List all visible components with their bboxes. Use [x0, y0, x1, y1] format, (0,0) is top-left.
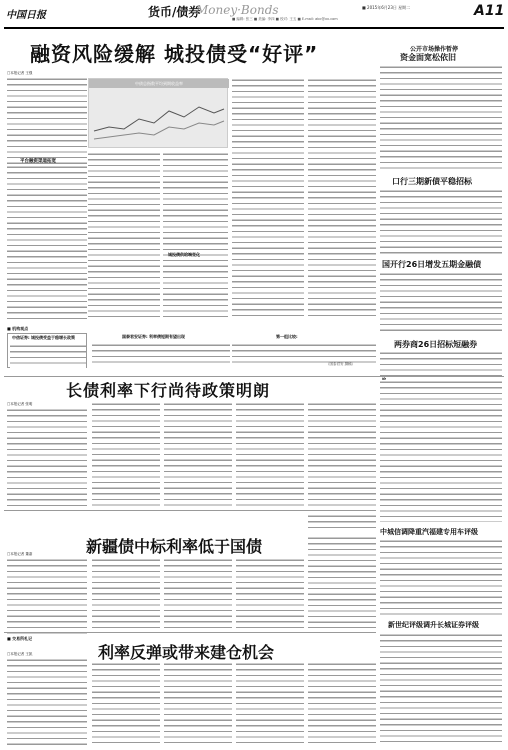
- masthead-rule: [4, 27, 504, 29]
- lead-headline: 融资风险缓解 城投债受“好评”: [30, 42, 319, 66]
- yield-chart: [88, 78, 228, 148]
- bottom-text-3: [164, 558, 232, 628]
- date-line: ■ 2015年6月23日 星期二: [362, 5, 411, 10]
- mid-separator: [4, 510, 376, 511]
- quote-box-1-title: 中信证券: 城投债受益于稳增长政策: [12, 335, 75, 340]
- masthead: [0, 0, 508, 30]
- quote-box-1-text: [10, 344, 86, 368]
- bottom-text-7: [92, 662, 160, 745]
- right-mid-item-1-text: [380, 539, 502, 617]
- lead-separator: [4, 376, 504, 377]
- right-mid-item-2-title: 新世纪评级调升长城证券评级: [388, 621, 479, 629]
- chart-title: 中债总指数平均到期收益率: [89, 79, 229, 88]
- page-number: A11: [474, 3, 505, 19]
- editor-line: ■ 编辑: 张三 ■ 美编: 李四 ■ 校对: 王五 ■ E-mail: abc@xx.com: [232, 17, 338, 21]
- mid-headline: 长债利率下行尚待政策明朗: [66, 381, 271, 400]
- quote-box-2-title: 国泰君安证券: 利率债短期有望出现: [122, 334, 185, 339]
- right-item-3-text: [380, 351, 502, 376]
- right-item-3-title: 两券商26日招标短融券: [394, 340, 478, 349]
- mid-text-4: [236, 402, 304, 508]
- bottom-text-8: [164, 662, 232, 745]
- bottom-text-4: [236, 558, 304, 628]
- lead-col-4-text: [232, 78, 304, 320]
- right-mid-item-1-title: 中城信调降重汽福建专用车评级: [380, 528, 478, 536]
- quote-box-2: [92, 333, 230, 368]
- exchange-tag: ■ 交易所札记: [7, 636, 33, 641]
- section-title: 货币/债券: [148, 5, 201, 19]
- paper-logo: 中国日报: [6, 10, 46, 21]
- bottom-text-5: [308, 536, 376, 628]
- right-top-title-2: 资金面宽松依旧: [400, 53, 456, 62]
- bottom-separator: [4, 632, 376, 633]
- section-english: Money·Bonds: [196, 3, 279, 17]
- lead-byline: □本报记者 王强: [7, 71, 33, 75]
- bottom-text-1: [7, 558, 87, 638]
- quote-box-2-text: [92, 343, 230, 367]
- lead-col-5-text: [308, 78, 376, 320]
- right-item-2-text: [380, 272, 502, 334]
- bottom-text-6: [7, 658, 87, 745]
- mid-text-3: [164, 402, 232, 508]
- lead-col-3-text: [163, 152, 228, 320]
- box-subhead-2: 第一组比较:: [276, 334, 298, 339]
- bottom-byline-2: □本报记者 王凯: [7, 652, 33, 656]
- chart-plot: [89, 89, 229, 149]
- right-top-text: [380, 65, 502, 170]
- mid-text-2: [92, 402, 160, 508]
- lead-subhead-1: 平台融资渠道拓宽: [20, 159, 56, 164]
- mid-text-5: [308, 402, 376, 532]
- mid-text-1: [7, 408, 87, 508]
- bottom-headline-2: 利率反弹或带来建仓机会: [98, 643, 275, 662]
- bottom-headline-1: 新疆债中标利率低于国债: [86, 537, 263, 556]
- mid-byline: □本报记者 张明: [7, 402, 33, 406]
- right-mid-text: [380, 380, 502, 522]
- lead-col-1b-text: [7, 165, 87, 320]
- box-end-note: （国泰君安 撰稿）: [326, 362, 356, 366]
- right-item-1-text: [380, 189, 502, 255]
- bottom-text-9: [236, 662, 304, 745]
- bottom-text-10: [308, 662, 376, 745]
- right-top-title: 公开市场操作暂停: [410, 46, 459, 53]
- lead-subhead-2: ■ 机构观点: [7, 326, 29, 331]
- right-mid-item-2-text: [380, 633, 502, 745]
- box-subhead-1: 城投债供给端变化: [168, 252, 200, 257]
- quote-box-1: [7, 333, 87, 368]
- lead-col-2-text: [88, 152, 160, 320]
- right-item-1-title: 口行三期新债平稳招标: [392, 177, 472, 186]
- bottom-byline-1: □本报记者 董嘉: [7, 552, 33, 556]
- bottom-text-2: [92, 558, 160, 628]
- right-item-2-title: 国开行26日增发五期金融债: [382, 260, 482, 269]
